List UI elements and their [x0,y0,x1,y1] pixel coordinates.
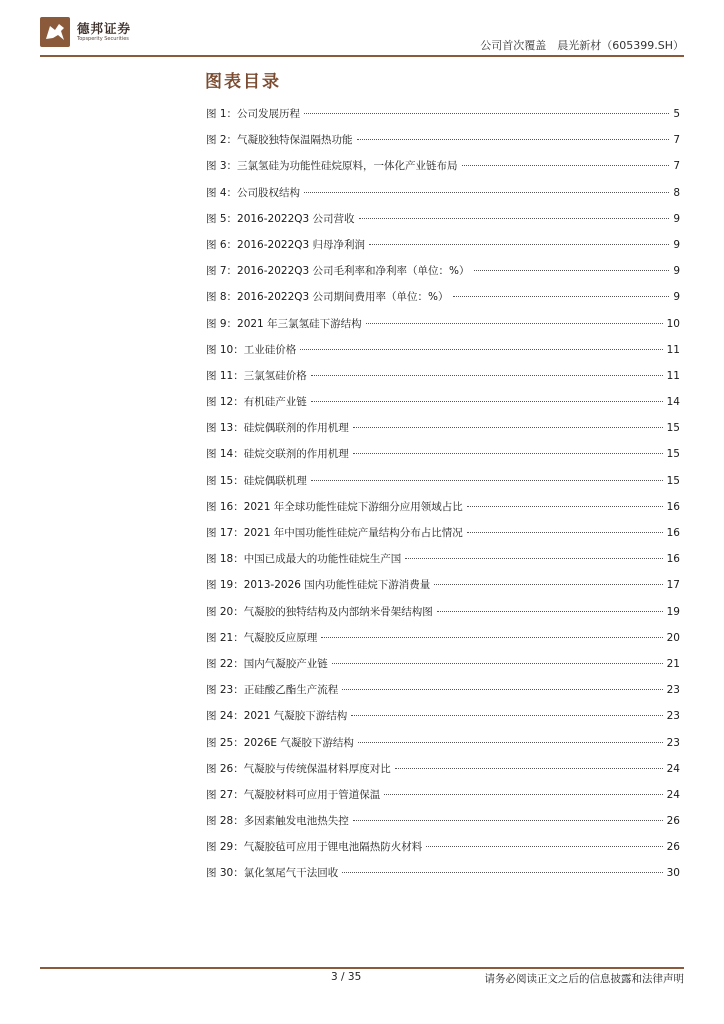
toc-entry-label[interactable]: 图 26：气凝胶与传统保温材料厚度对比 [206,762,391,775]
toc-entry-page[interactable]: 16 [666,527,680,539]
toc-entry-label[interactable]: 图 27：气凝胶材料可应用于管道保温 [206,788,381,801]
header-divider [40,55,684,57]
toc-entry-page[interactable]: 23 [666,710,680,723]
footer-divider [40,967,684,969]
toc-entry[interactable] [206,604,680,630]
toc-entry[interactable] [206,656,680,682]
toc-entry-page[interactable]: 7 [673,160,680,173]
toc-dot-leader [311,375,663,376]
toc-entry-label[interactable]: 图 5：2016-2022Q3 公司营收 [206,212,355,225]
toc-entry-label[interactable]: 图 1：公司发展历程 [206,108,301,120]
toc-dot-leader [384,794,662,795]
toc-entry-page[interactable]: 16 [666,553,680,566]
toc-entry-label[interactable]: 图 16：2021 年全球功能性硅烷下游细分应用领域占比 [206,500,463,513]
toc-entry-label[interactable]: 图 2：气凝胶独特保温隔热功能 [206,134,353,147]
toc-entry[interactable] [206,237,680,263]
toc-entry-page[interactable]: 19 [666,605,680,618]
toc-dot-leader [467,506,663,507]
toc-entry-label[interactable]: 图 12：有机硅产业链 [206,396,307,409]
toc-entry-label[interactable]: 图 23：正硅酸乙酯生产流程 [206,684,339,697]
toc-entry-label[interactable]: 图 3：三氯氢硅为功能性硅烷原料，一体化产业链布局 [206,160,458,173]
toc-entry-page[interactable]: 20 [666,631,680,644]
toc-entry-page[interactable]: 7 [673,134,680,147]
toc-entry-label[interactable]: 图 25：2026E 气凝胶下游结构 [206,736,354,749]
toc-entry-page[interactable]: 15 [666,422,680,435]
toc-entry[interactable] [206,446,680,472]
toc-entry-page[interactable]: 17 [666,579,680,592]
toc-entry-page[interactable]: 26 [666,815,680,828]
toc-entry-label[interactable]: 图 14：硅烷交联剂的作用机理 [206,448,349,461]
toc-heading: 图表目录 [205,72,281,92]
toc-dot-leader [434,584,662,585]
toc-entry[interactable] [206,211,680,237]
toc-dot-leader [366,323,663,324]
toc-entry[interactable] [206,630,680,656]
toc-dot-leader [353,427,663,428]
toc-entry-page[interactable]: 26 [666,841,680,854]
toc-entry[interactable] [206,525,680,551]
toc-entry[interactable] [206,316,680,342]
toc-entry[interactable] [206,577,680,603]
toc-entry-label[interactable]: 图 15：硅烷偶联机理 [206,474,307,487]
toc-entry-page[interactable]: 16 [666,500,680,513]
toc-entry[interactable] [206,865,680,891]
toc-entry[interactable] [206,735,680,761]
legal-disclaimer: 请务必阅读正文之后的信息披露和法律声明 [484,973,684,985]
toc-entry[interactable] [206,813,680,839]
toc-entry-label[interactable]: 图 10：工业硅价格 [206,343,297,356]
toc-dot-leader [437,611,663,612]
toc-entry-label[interactable]: 图 4：公司股权结构 [206,186,301,199]
toc-entry[interactable] [206,682,680,708]
report-title: 公司首次覆盖 晨光新材（605399.SH） [480,39,684,52]
toc-entry[interactable] [206,473,680,499]
toc-dot-leader [311,401,663,402]
toc-dot-leader [300,349,662,350]
toc-entry-page[interactable]: 15 [666,474,680,487]
toc-dot-leader [395,768,663,769]
toc-dot-leader [405,558,662,559]
toc-entry[interactable] [206,761,680,787]
toc-entry-label[interactable]: 图 28：多因素触发电池热失控 [206,815,349,828]
toc-dot-leader [332,663,663,664]
toc-entry-label[interactable]: 图 11：三氯氢硅价格 [206,369,307,382]
toc-entry-page[interactable]: 11 [666,369,680,382]
toc-dot-leader [467,532,663,533]
toc-entry-label[interactable]: 图 17：2021 年中国功能性硅烷产量结构分布占比情况 [206,527,463,539]
toc-entry-page[interactable]: 9 [673,238,680,251]
toc-entry-page[interactable]: 23 [666,684,680,697]
toc-dot-leader [321,637,662,638]
toc-entry-page[interactable]: 11 [666,343,680,356]
toc-entry-page[interactable]: 10 [666,317,680,330]
toc-dot-leader [369,244,669,245]
toc-entry[interactable] [206,420,680,446]
toc-dot-leader [311,480,663,481]
toc-entry-page[interactable]: 9 [673,265,680,278]
toc-entry-page[interactable]: 24 [666,762,680,775]
toc-dot-leader [357,139,670,140]
toc-entry[interactable] [206,368,680,394]
toc-dot-leader [342,872,662,873]
toc-entry-label[interactable]: 图 18：中国已成最大的功能性硅烷生产国 [206,553,402,566]
toc-entry-label[interactable]: 图 21：气凝胶反应原理 [206,631,318,644]
logo-text-cn: 德邦证券 [77,21,132,36]
toc-entry-page[interactable]: 21 [666,657,680,670]
toc-entry[interactable] [206,106,680,132]
toc-entry[interactable] [206,839,680,865]
toc-dot-leader [353,453,663,454]
page-header [0,0,724,60]
toc-entry-page[interactable]: 9 [673,212,680,225]
toc-entry-label[interactable]: 图 29：气凝胶毡可应用于锂电池隔热防火材料 [206,841,423,854]
toc-entry-label[interactable]: 图 9：2021 年三氯氢硅下游结构 [206,317,362,330]
toc-entry-label[interactable]: 图 13：硅烷偶联剂的作用机理 [206,422,349,435]
toc-entry[interactable] [206,551,680,577]
toc-dot-leader [474,270,670,271]
toc-entry-label[interactable]: 图 7：2016-2022Q3 公司毛利率和净利率（单位：%） [206,265,470,278]
toc-list [206,106,680,892]
company-logo [40,17,150,47]
toc-dot-leader [304,113,669,114]
toc-entry-page[interactable]: 23 [666,736,680,749]
toc-entry-page[interactable]: 15 [666,448,680,461]
toc-dot-leader [353,820,663,821]
toc-entry[interactable] [206,787,680,813]
toc-entry-label[interactable]: 图 30：氯化氢尾气干法回收 [206,867,339,880]
toc-entry[interactable] [206,158,680,184]
toc-dot-leader [358,742,663,743]
toc-dot-leader [359,218,670,219]
toc-entry-page[interactable]: 24 [666,788,680,801]
toc-entry[interactable] [206,394,680,420]
toc-entry[interactable] [206,499,680,525]
toc-dot-leader [462,165,670,166]
toc-entry-page[interactable]: 30 [666,867,680,880]
toc-dot-leader [453,296,670,297]
toc-entry-page[interactable]: 8 [673,186,680,199]
toc-entry-label[interactable]: 图 6：2016-2022Q3 归母净利润 [206,238,366,251]
toc-entry[interactable] [206,342,680,368]
toc-dot-leader [351,715,662,716]
toc-entry-page[interactable]: 14 [666,396,680,409]
toc-dot-leader [426,846,662,847]
toc-entry-label[interactable]: 图 24：2021 气凝胶下游结构 [206,710,348,723]
logo-mark-icon [40,17,70,47]
toc-entry-label[interactable]: 图 19：2013-2026 国内功能性硅烷下游消费量 [206,579,431,592]
toc-entry[interactable] [206,185,680,211]
toc-entry-label[interactable]: 图 20：气凝胶的独特结构及内部纳米骨架结构图 [206,605,433,618]
logo-text-en: Topsperity Securities [77,36,129,42]
toc-entry-label[interactable]: 图 22：国内气凝胶产业链 [206,657,328,670]
toc-entry[interactable] [206,263,680,289]
toc-dot-leader [304,192,669,193]
toc-dot-leader [342,689,662,690]
page-number: 3 / 35 [331,971,362,983]
toc-entry-page[interactable]: 5 [673,108,680,120]
toc-entry[interactable] [206,289,680,315]
toc-entry-page[interactable]: 9 [673,291,680,304]
toc-entry-label[interactable]: 图 8：2016-2022Q3 公司期间费用率（单位：%） [206,291,449,304]
toc-entry[interactable] [206,132,680,158]
toc-entry[interactable] [206,708,680,734]
